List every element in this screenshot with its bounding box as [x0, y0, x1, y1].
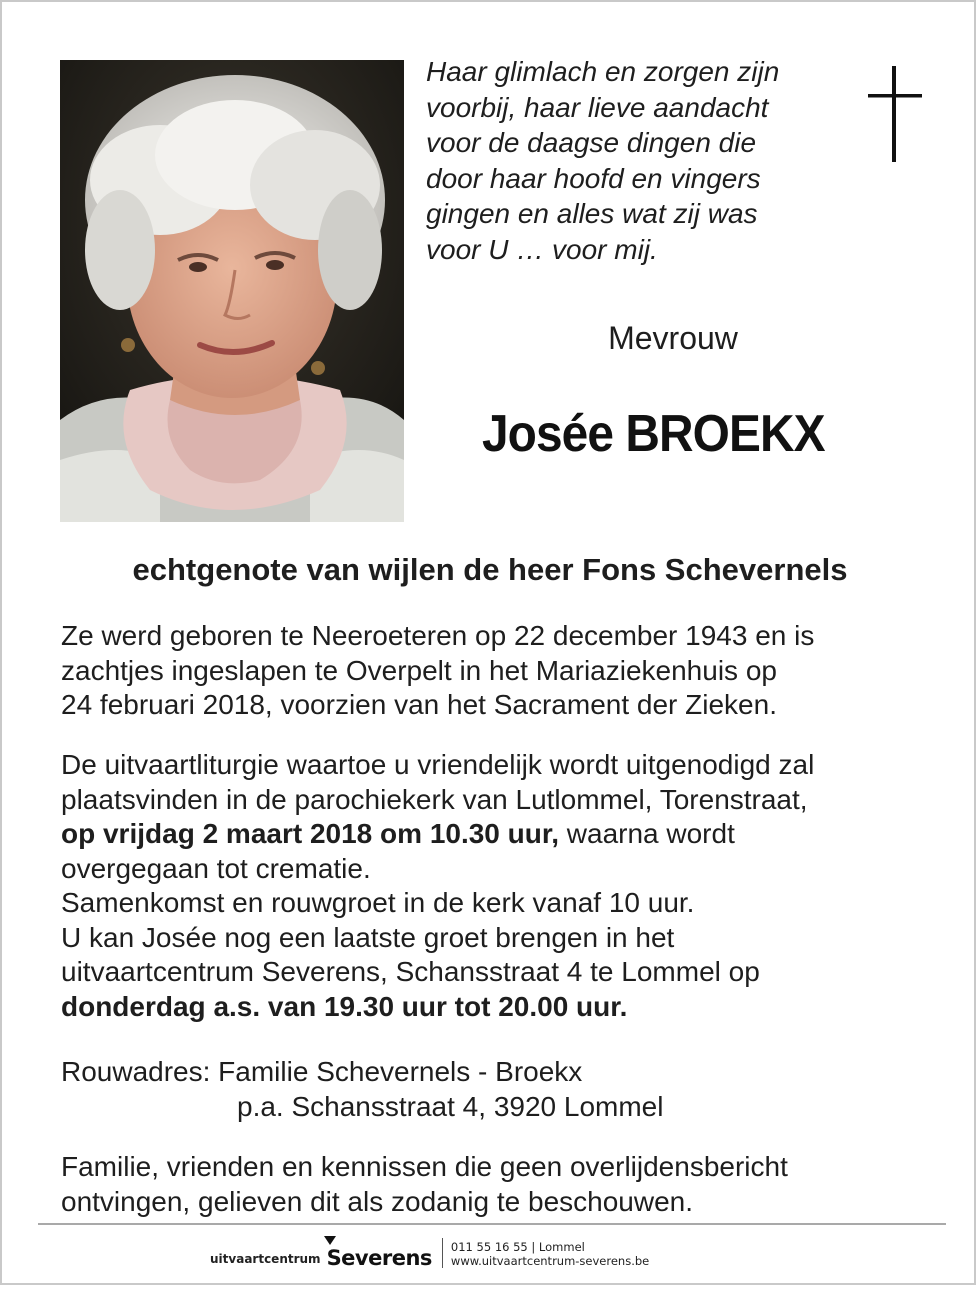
- poem-line: voor U … voor mij.: [426, 233, 658, 265]
- poem-line: Haar glimlach en zorgen zijn: [426, 56, 780, 87]
- funeral-date: op vrijdag 2 maart 2018 om 10.30 uur,: [61, 818, 559, 849]
- paragraph-line: 24 februari 2018, voorzien van het Sacrament der Zieken.: [61, 689, 777, 720]
- poem-line: gingen en alles wat zij was: [426, 198, 758, 229]
- paragraph-line: zachtjes ingeslapen te Overpelt in het Mariaziekenhuis op: [61, 654, 777, 686]
- triangle-mark-icon: [324, 1236, 336, 1245]
- paragraph-line: Samenkomst en rouwgroet in de kerk vanaf 10 uur.: [61, 887, 695, 918]
- honorific: Mevrouw: [608, 320, 738, 356]
- address-line: p.a. Schansstraat 4, 3920 Lommel: [237, 1090, 664, 1122]
- deceased-name: Josée BROEKX: [482, 405, 825, 463]
- paragraph-line: Ze werd geboren te Neeroeteren op 22 december 1943 en is: [61, 620, 815, 651]
- paragraph-line: [61, 817, 941, 852]
- paragraph-line: overgegaan tot crematie.: [61, 852, 371, 884]
- brand-logo: [327, 1246, 432, 1270]
- footer-separator: [442, 1238, 443, 1268]
- funeral-paragraph: [61, 748, 941, 1024]
- poem-line: door haar hoofd en vingers: [426, 162, 761, 194]
- spouse-line: echtgenote van wijlen de heer Fons Schevernels: [132, 552, 848, 587]
- cross-icon: [866, 66, 926, 167]
- paragraph-line: U kan Josée nog een laatste groet brengen in het: [61, 921, 675, 953]
- paragraph-line: plaatsvinden in de parochiekerk van Lutlommel, Torenstraat,: [61, 783, 808, 815]
- brand-name: Severens: [326, 1246, 432, 1270]
- address-line: Rouwadres: Familie Schevernels - Broekx: [61, 1056, 583, 1087]
- paragraph-text: waarna wordt: [559, 818, 735, 849]
- phone-line: 011 55 16 55 | Lommel: [450, 1240, 585, 1254]
- poem-line: voor de daagse dingen die: [426, 127, 757, 158]
- funeral-home-footer: [210, 1230, 649, 1270]
- paragraph-line: De uitvaartliturgie waartoe u vriendelijk wordt uitgenodigd zal: [61, 749, 815, 780]
- closing-paragraph: [61, 1150, 941, 1219]
- paragraph-line: ontvingen, gelieven dit als zodanig te beschouwen.: [61, 1185, 693, 1217]
- birth-death-paragraph: [61, 619, 941, 723]
- footer-divider: [38, 1223, 946, 1225]
- portrait-photo: [60, 60, 404, 522]
- mourning-address: [61, 1055, 941, 1124]
- footer-contact: [451, 1240, 649, 1268]
- brand-small-text: uitvaartcentrum: [210, 1252, 321, 1266]
- paragraph-line: Familie, vrienden en kennissen die geen overlijdensbericht: [61, 1151, 788, 1182]
- poem-line: voorbij, haar lieve aandacht: [426, 91, 769, 123]
- website-link[interactable]: www.uitvaartcentrum-severens.be: [450, 1254, 650, 1268]
- visitation-time: donderdag a.s. van 19.30 uur tot 20.00 uur.: [61, 990, 628, 1022]
- memorial-poem: [426, 54, 846, 267]
- paragraph-line: uitvaartcentrum Severens, Schansstraat 4 te Lommel op: [61, 956, 760, 987]
